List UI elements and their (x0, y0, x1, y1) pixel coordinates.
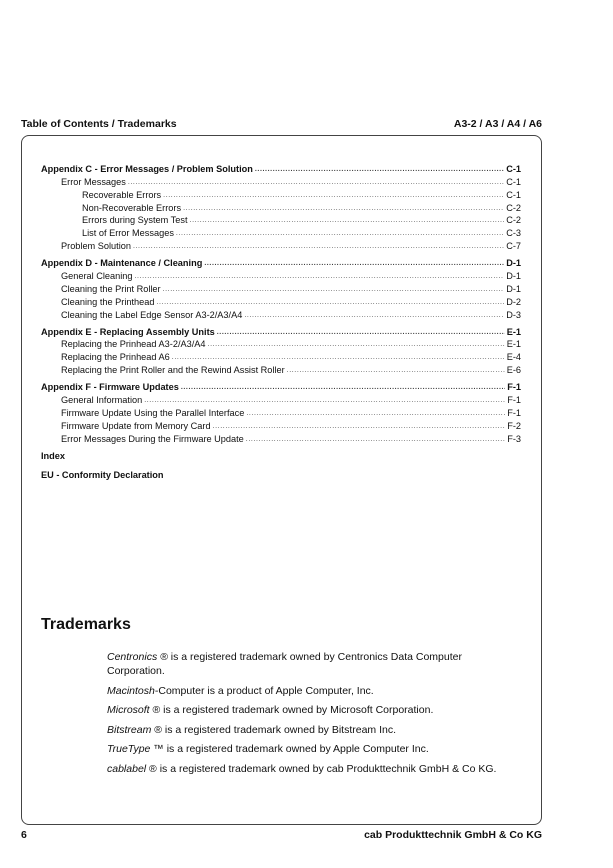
toc-entry[interactable] (41, 393, 521, 406)
toc-entry-title: Firmware Update from Memory Card (61, 420, 211, 431)
toc-dot-leader (204, 259, 504, 269)
toc-page-ref: F-1 (507, 395, 521, 406)
toc-chapter-entry[interactable] (41, 256, 521, 269)
trademark-item (107, 723, 517, 737)
trademark-item (107, 762, 517, 776)
trademark-item (107, 742, 517, 756)
trademark-statement: ® is a registered trademark owned by Bitstream Inc. (151, 723, 397, 736)
toc-page-ref: D-1 (506, 283, 521, 294)
toc-entry-title: Cleaning the Printhead (61, 296, 155, 307)
toc-dot-leader (213, 422, 506, 432)
toc-dot-leader (246, 409, 505, 419)
toc-entry-title: Cleaning the Label Edge Sensor A3-2/A3/A4 (61, 309, 243, 320)
toc-entry-title: Problem Solution (61, 241, 131, 252)
trademarks-list (107, 650, 517, 781)
toc-entry-title: List of Error Messages (82, 228, 174, 239)
table-of-contents (41, 162, 521, 483)
header-section-title: Table of Contents / Trademarks (21, 118, 177, 130)
toc-entry[interactable] (41, 406, 521, 419)
toc-page-ref: E-1 (506, 326, 521, 337)
footer-company: cab Produkttechnik GmbH & Co KG (364, 829, 542, 841)
trademark-statement: is a registered trademark owned by Centronics Data Computer Corporation. (107, 651, 462, 677)
toc-page-ref: C-2 (506, 215, 521, 226)
toc-entry-title: Firmware Update Using the Parallel Interface (61, 407, 245, 418)
trademark-statement: -Computer is a product of Apple Computer, Inc. (154, 684, 374, 697)
toc-chapter-entry[interactable] (41, 380, 521, 393)
toc-entry-title: EU - Conformity Declaration (41, 469, 164, 480)
toc-entry-title: Appendix D - Maintenance / Cleaning (41, 258, 203, 269)
toc-entry[interactable] (41, 188, 521, 201)
toc-dot-leader (255, 165, 504, 175)
trademark-name: Centronics ® (107, 651, 168, 663)
toc-dot-leader (244, 311, 504, 321)
toc-page-ref: C-7 (506, 241, 521, 252)
toc-entry[interactable] (41, 269, 521, 282)
toc-entry[interactable] (41, 295, 521, 308)
trademark-statement: ™ is a registered trademark owned by Apple Computer Inc. (150, 743, 429, 755)
toc-entry-title: Appendix E - Replacing Assembly Units (41, 326, 215, 337)
toc-entry-title: Replacing the Prinhead A3-2/A3/A4 (61, 339, 206, 350)
toc-entry-title: Error Messages (61, 176, 126, 187)
toc-chapter-entry[interactable] (41, 162, 521, 175)
toc-dot-leader (217, 328, 505, 338)
trademark-item (107, 650, 517, 678)
header-model-list: A3-2 / A3 / A4 / A6 (453, 118, 542, 130)
trademark-statement: ® is a registered trademark owned by cab Produkttechnik GmbH & Co KG. (146, 762, 497, 775)
toc-entry[interactable] (41, 282, 521, 295)
trademark-name: TrueType (107, 743, 151, 755)
toc-page-ref: C-3 (506, 228, 521, 239)
toc-entry-title: Index (41, 450, 65, 461)
toc-unnumbered-entry[interactable] (41, 468, 521, 483)
toc-entry[interactable] (41, 175, 521, 188)
toc-entry-title: Error Messages During the Firmware Update (61, 433, 244, 444)
toc-page-ref: E-6 (506, 365, 521, 376)
toc-entry[interactable] (41, 239, 521, 252)
toc-page-ref: C-1 (506, 163, 521, 174)
toc-dot-leader (172, 353, 505, 363)
toc-dot-leader (144, 396, 505, 406)
toc-page-ref: F-2 (507, 420, 521, 431)
toc-page-ref: D-3 (506, 309, 521, 320)
trademark-item (107, 703, 517, 717)
toc-page-ref: D-1 (506, 271, 521, 282)
toc-dot-leader (287, 366, 505, 376)
trademark-name: Bitstream (107, 723, 152, 736)
toc-unnumbered-entry[interactable] (41, 449, 521, 464)
toc-dot-leader (181, 383, 505, 393)
toc-dot-leader (208, 340, 505, 350)
toc-page-ref: C-1 (506, 189, 521, 200)
toc-entry-title: Appendix C - Error Messages / Problem Solution (41, 163, 253, 174)
toc-entry-title: Replacing the Prinhead A6 (61, 352, 170, 363)
toc-entry[interactable] (41, 350, 521, 363)
toc-entry-title: General Cleaning (61, 271, 133, 282)
toc-page-ref: F-1 (507, 382, 521, 393)
toc-dot-leader (163, 191, 504, 201)
toc-entry[interactable] (41, 338, 521, 351)
toc-page-ref: C-1 (506, 176, 521, 187)
toc-page-ref: E-4 (506, 352, 521, 363)
toc-dot-leader (183, 204, 504, 214)
page-number: 6 (21, 829, 27, 841)
trademark-item (107, 684, 517, 698)
toc-entry[interactable] (41, 201, 521, 214)
toc-entry[interactable] (41, 226, 521, 239)
toc-entry-title: Appendix F - Firmware Updates (41, 382, 179, 393)
toc-entry-title: Recoverable Errors (82, 189, 162, 200)
toc-page-ref: F-3 (507, 433, 521, 444)
toc-entry[interactable] (41, 432, 521, 445)
toc-dot-leader (163, 285, 505, 295)
toc-dot-leader (156, 298, 504, 308)
page-footer (21, 829, 542, 843)
toc-dot-leader (246, 435, 505, 445)
toc-page-ref: E-1 (506, 339, 521, 350)
toc-entry[interactable] (41, 308, 521, 321)
toc-page-ref: D-1 (506, 258, 521, 269)
trademark-name: Microsoft (107, 704, 150, 716)
toc-dot-leader (135, 272, 505, 282)
toc-dot-leader (176, 229, 504, 239)
toc-dot-leader (128, 178, 504, 188)
toc-page-ref: D-2 (506, 296, 521, 307)
toc-page-ref: F-1 (507, 407, 521, 418)
toc-entry-title: Replacing the Print Roller and the Rewind Assist Roller (61, 365, 285, 376)
trademark-statement: ® is a registered trademark owned by Microsoft Corporation. (149, 704, 434, 716)
toc-chapter-entry[interactable] (41, 325, 521, 338)
toc-entry[interactable] (41, 419, 521, 432)
toc-entry-title: General Information (61, 395, 143, 406)
trademarks-heading: Trademarks (41, 616, 131, 633)
toc-entry[interactable] (41, 214, 521, 227)
trademark-name: Macintosh (107, 684, 155, 697)
toc-entry-title: Cleaning the Print Roller (61, 283, 161, 294)
toc-page-ref: C-2 (506, 202, 521, 213)
page-header (21, 118, 542, 132)
toc-dot-leader (133, 242, 504, 252)
toc-dot-leader (190, 216, 505, 226)
toc-entry-title: Errors during System Test (82, 215, 188, 226)
trademark-name: cablabel (107, 762, 147, 775)
toc-entry-title: Non-Recoverable Errors (82, 202, 182, 213)
toc-entry[interactable] (41, 363, 521, 376)
